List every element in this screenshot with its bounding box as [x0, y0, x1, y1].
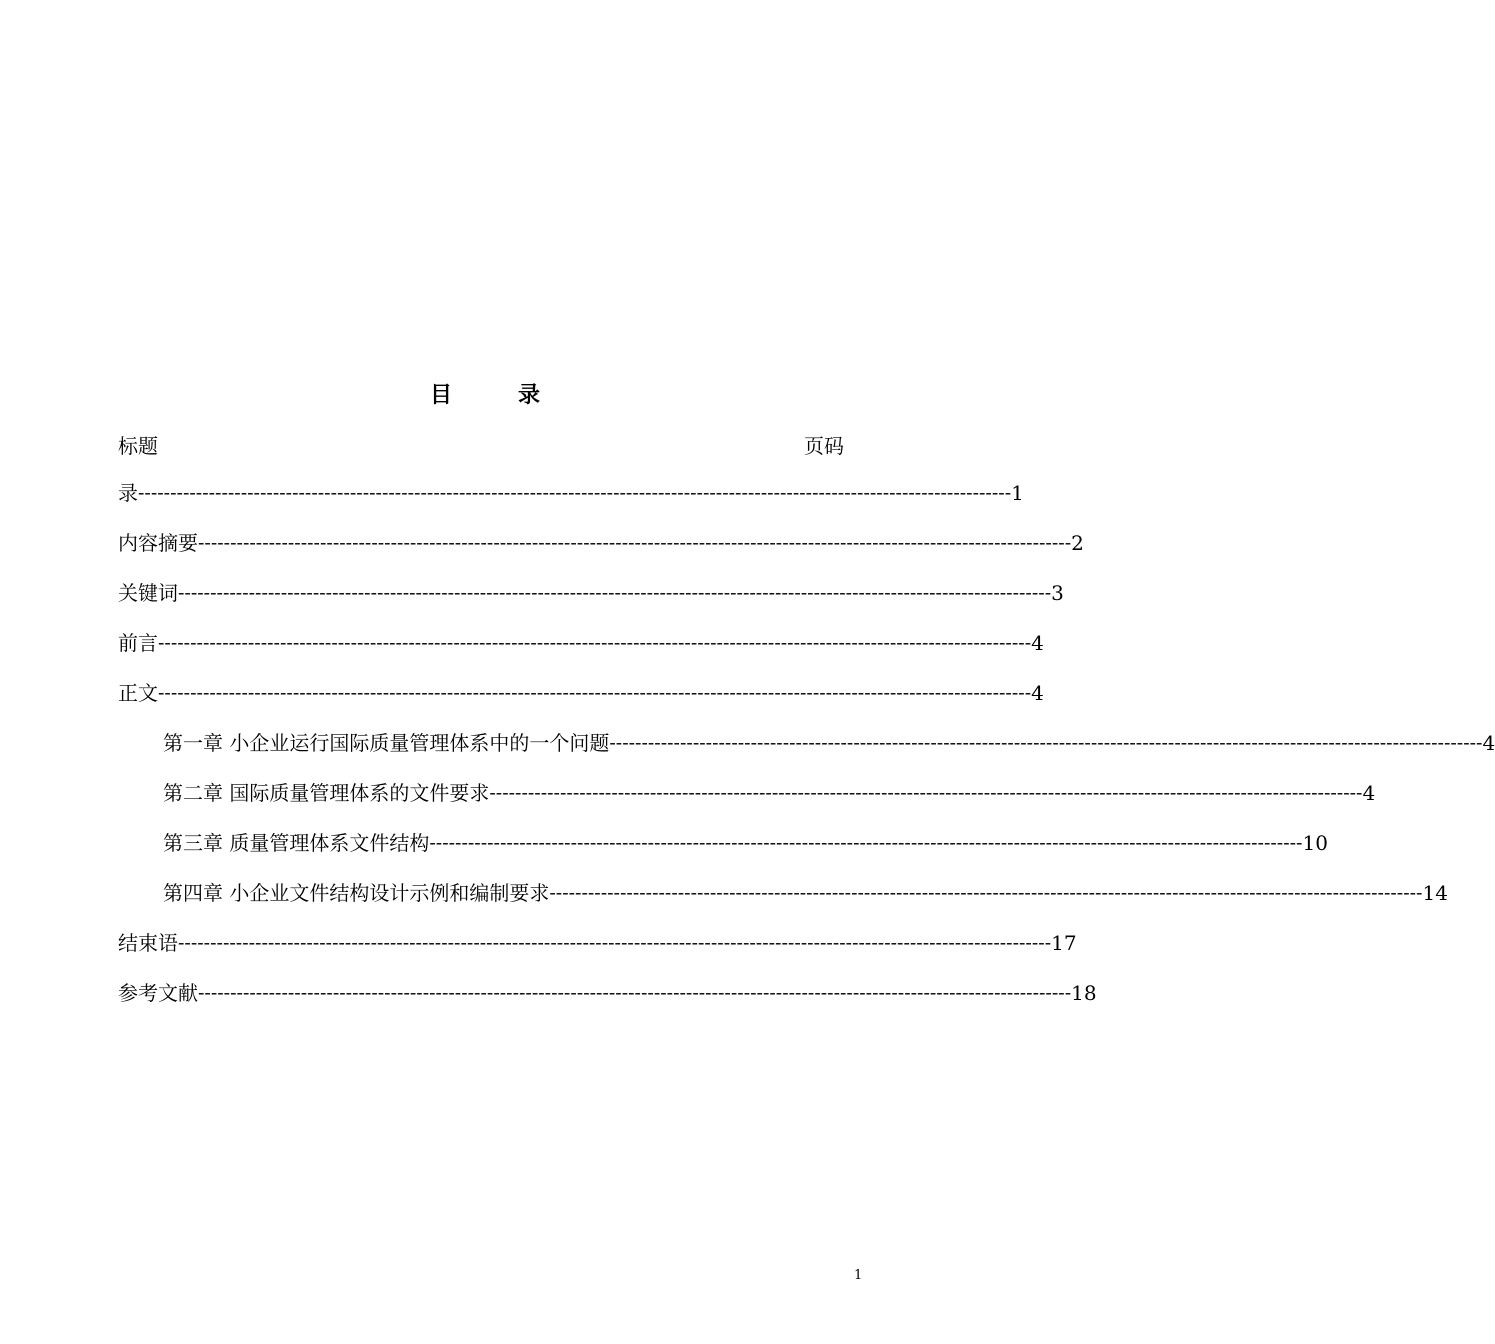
title-char-1: 目: [429, 382, 452, 408]
toc-entry-label: 内容摘要: [118, 531, 198, 555]
toc-entry-page: 3: [1051, 581, 1064, 605]
title-char-2: 录: [518, 382, 541, 408]
toc-entry-page: 2: [1071, 531, 1084, 555]
toc-entry[interactable]: [118, 928, 1077, 958]
toc-header-page: 页码: [804, 434, 844, 458]
toc-header-title: 标题: [118, 434, 158, 458]
toc-entry-label: 第三章 质量管理体系文件结构: [163, 831, 430, 855]
toc-entry[interactable]: [118, 528, 1084, 558]
toc-entry[interactable]: [118, 478, 1024, 508]
toc-entry-page: 1: [1011, 481, 1024, 505]
toc-entry-page: 10: [1302, 831, 1328, 855]
toc-entry-label: 参考文献: [118, 981, 198, 1005]
toc-entry-label: 前言: [118, 631, 158, 655]
toc-entry[interactable]: [118, 678, 1044, 708]
toc-entry-page: 17: [1051, 931, 1077, 955]
toc-entry[interactable]: [163, 828, 1328, 858]
toc-entry-page: 4: [1031, 681, 1044, 705]
toc-entry-label: 第二章 国际质量管理体系的文件要求: [163, 781, 490, 805]
toc-entry-label: 正文: [118, 681, 158, 705]
toc-entry-page: 4: [1031, 631, 1044, 655]
toc-entry-label: 结束语: [118, 931, 178, 955]
toc-entry-page: 4: [1482, 731, 1495, 755]
toc-entry-leader: ----------------------------------------------------------------------------------------------------------------------------------------: [489, 782, 1363, 804]
toc-entry[interactable]: [163, 728, 1495, 758]
toc-entry[interactable]: [163, 878, 1448, 908]
toc-entry-leader: ----------------------------------------------------------------------------------------------------------------------------------------: [198, 982, 1072, 1004]
toc-entry-label: 第四章 小企业文件结构设计示例和编制要求: [163, 881, 550, 905]
toc-entry-leader: ----------------------------------------------------------------------------------------------------------------------------------------: [549, 882, 1423, 904]
toc-entry-leader: ----------------------------------------------------------------------------------------------------------------------------------------: [609, 732, 1483, 754]
toc-entry-page: 4: [1362, 781, 1376, 805]
toc-entry-page: 14: [1422, 881, 1448, 905]
toc-entry[interactable]: [163, 778, 1376, 808]
toc-entry-leader: ----------------------------------------------------------------------------------------------------------------------------------------: [158, 682, 1032, 704]
toc-entry-leader: ----------------------------------------------------------------------------------------------------------------------------------------: [178, 932, 1052, 954]
toc-entry-leader: ----------------------------------------------------------------------------------------------------------------------------------------: [178, 582, 1052, 604]
toc-entry-page: 18: [1071, 981, 1097, 1005]
toc-header-row: [118, 430, 844, 458]
toc-entry-label: 录: [118, 481, 138, 505]
toc-entry[interactable]: [118, 978, 1097, 1008]
page-title: [0, 378, 970, 409]
toc-entry-leader: ----------------------------------------------------------------------------------------------------------------------------------------: [158, 632, 1032, 654]
toc-entry-leader: ----------------------------------------------------------------------------------------------------------------------------------------: [198, 532, 1072, 554]
toc-entry-leader: ----------------------------------------------------------------------------------------------------------------------------------------: [138, 482, 1012, 504]
toc-entry-leader: ----------------------------------------------------------------------------------------------------------------------------------------: [429, 832, 1303, 854]
toc-entry[interactable]: [118, 628, 1044, 658]
toc-entry-label: 第一章 小企业运行国际质量管理体系中的一个问题: [163, 731, 610, 755]
toc-entry[interactable]: [118, 578, 1064, 608]
toc-entry-label: 关键词: [118, 581, 178, 605]
page-number: 1: [854, 1268, 863, 1283]
